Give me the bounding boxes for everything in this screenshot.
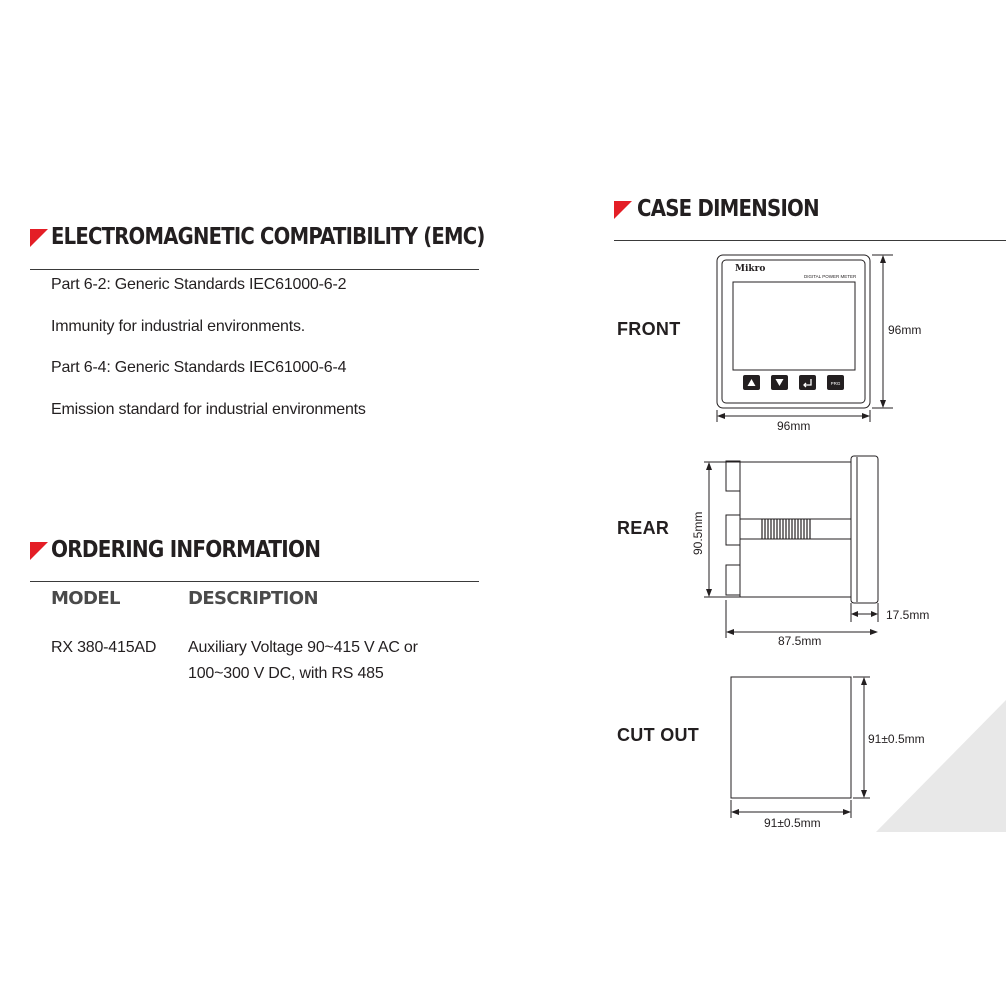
emc-line-4: Emission standard for industrial environments — [51, 401, 366, 418]
emc-heading: ELECTROMAGNETIC COMPATIBILITY (EMC) — [51, 224, 485, 250]
description-line-1: Auxiliary Voltage 90~415 V AC or — [188, 639, 418, 656]
cutout-width-dim: 91±0.5mm — [764, 816, 821, 830]
device-name: DIGITAL POWER METER — [804, 274, 857, 279]
model-value: RX 380-415AD — [51, 639, 157, 656]
display-screen — [733, 282, 855, 370]
rear-bezel — [851, 456, 878, 603]
front-label: FRONT — [617, 319, 681, 339]
emc-line-2: Immunity for industrial environments. — [51, 318, 306, 335]
rear-depth-dim: 87.5mm — [778, 634, 822, 648]
cutout-height-dim: 91±0.5mm — [868, 732, 925, 746]
rear-label: REAR — [617, 518, 670, 538]
case-heading: CASE DIMENSION — [637, 196, 819, 222]
terminal-top — [726, 461, 740, 491]
model-column-header: MODEL — [51, 588, 120, 609]
ordering-heading: ORDERING INFORMATION — [51, 537, 321, 563]
cutout-view-drawing — [731, 677, 925, 830]
cutout-rectangle — [731, 677, 851, 798]
emc-line-1: Part 6-2: Generic Standards IEC61000-6-2 — [51, 276, 347, 293]
rear-height-dim: 90.5mm — [691, 511, 705, 555]
terminal-mid — [726, 515, 740, 545]
description-column-header: DESCRIPTION — [188, 588, 318, 609]
rear-front-depth-dim: 17.5mm — [886, 608, 930, 622]
front-height-dim: 96mm — [888, 323, 922, 337]
button-enter — [799, 375, 816, 390]
description-line-2: 100~300 V DC, with RS 485 — [188, 665, 384, 682]
terminal-bottom — [726, 565, 740, 595]
brand-logo: Mikro — [735, 264, 766, 274]
front-view-drawing — [717, 255, 921, 433]
rear-view-drawing — [691, 456, 929, 648]
front-width-dim: 96mm — [777, 419, 811, 433]
cutout-label: CUT OUT — [617, 725, 700, 745]
emc-line-3: Part 6-4: Generic Standards IEC61000-6-4 — [51, 359, 347, 376]
prg-label: PRG — [830, 381, 841, 386]
